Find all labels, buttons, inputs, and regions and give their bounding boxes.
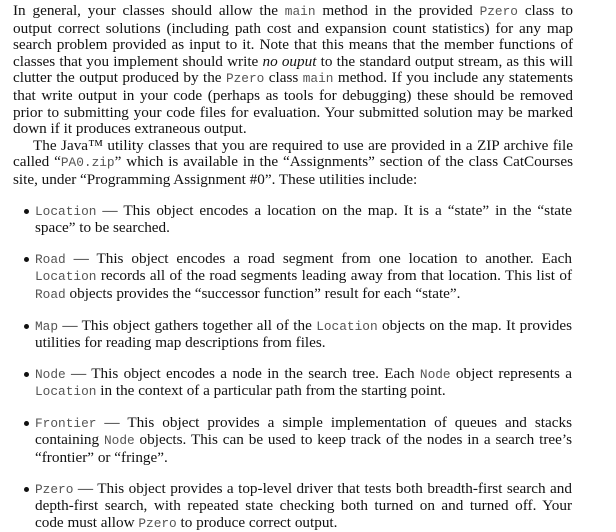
class-name-frontier: Frontier [35,415,97,431]
bullet-icon [24,421,29,426]
text: — This object provides a top-level driver that tests both breadth-first search and depth-first search, with repeated state checking both turned on and turned off. Your code must allow [35,479,572,531]
text: — This object provides a simple implementation of queues and stacks containing [35,413,572,449]
paragraph-output-requirements [13,3,573,138]
text: — This object gathers together all of the [58,316,317,334]
text: method in the provided [315,2,480,19]
list-item-frontier [13,415,573,467]
text: class to output correct solutions (including path cost and expansion count statistics) for any map search problem provided as input to it. Note that this means that the member functions of classes that you implement should write [13,2,573,70]
code-main: main [302,71,334,87]
class-name-location: Location [35,203,97,219]
list-item-node [13,366,573,401]
text: object represents a [450,364,572,382]
text: records all of the road segments leading away from that location. This list of [96,267,572,285]
utility-class-list [13,203,573,532]
bullet-icon [24,487,29,492]
class-name-map: Map [35,318,59,334]
text: to produce correct output. [176,513,338,531]
class-name-node: Node [35,366,66,382]
list-item-location [13,203,573,237]
code-pzero: Pzero [479,4,518,19]
code-pzero: Pzero [225,71,265,87]
bullet-icon [24,209,29,214]
text: objects provides the “successor function” result for each “state”. [65,284,461,302]
text: class [264,69,303,87]
code-location: Location [316,318,378,334]
text: method. If you include any statements that write output in your code (perhaps as tools for debugging) these should be removed prior to submitting your code files for evaluation. Your submitted solution may be marked down if it produces extraneous output. [13,69,573,138]
text: — This object encodes a road segment from one location to another. Each [65,249,572,267]
text: — This object encodes a location on the map. It is a “state” in the “state space” to be searched. [35,201,572,237]
bullet-icon [24,372,29,377]
text: In general, your classes should allow the [13,2,285,19]
paragraph-utility-classes [13,138,573,189]
text: objects. This can be used to keep track of the nodes in a search tree’s “frontier” or “fringe”. [35,431,572,467]
code-node: Node [419,366,451,382]
code-main: main [284,4,316,19]
text: in the context of a particular path from the starting point. [96,382,446,400]
emphasis-no-output: no ouput [262,52,317,70]
class-name-pzero: Pzero [35,481,74,497]
bullet-icon [24,257,29,262]
code-zip-file: PA0.zip [60,155,115,171]
document-page [13,3,573,532]
text: to the standard output stream, as this will clutter the output produced by the [13,52,573,87]
code-pzero: Pzero [138,515,177,531]
list-item-road [13,251,573,304]
list-item-pzero [13,481,573,532]
code-location: Location [35,269,97,285]
bullet-icon [24,324,29,329]
code-location: Location [35,384,97,400]
text: ” which is available in the “Assignments” section of the class CatCourses site, under “Programming Assignment #0”. These utilities include: [13,153,573,188]
text: objects on the map. It provides utilities for reading map descriptions from files. [35,316,572,352]
text: The Java™ utility classes that you are required to use are provided in a ZIP archive file called “ [13,136,573,171]
class-name-road: Road [35,251,66,267]
list-item-map [13,318,573,352]
code-road: Road [35,286,66,302]
text: — This object encodes a node in the search tree. Each [65,364,420,382]
code-node: Node [103,433,135,449]
